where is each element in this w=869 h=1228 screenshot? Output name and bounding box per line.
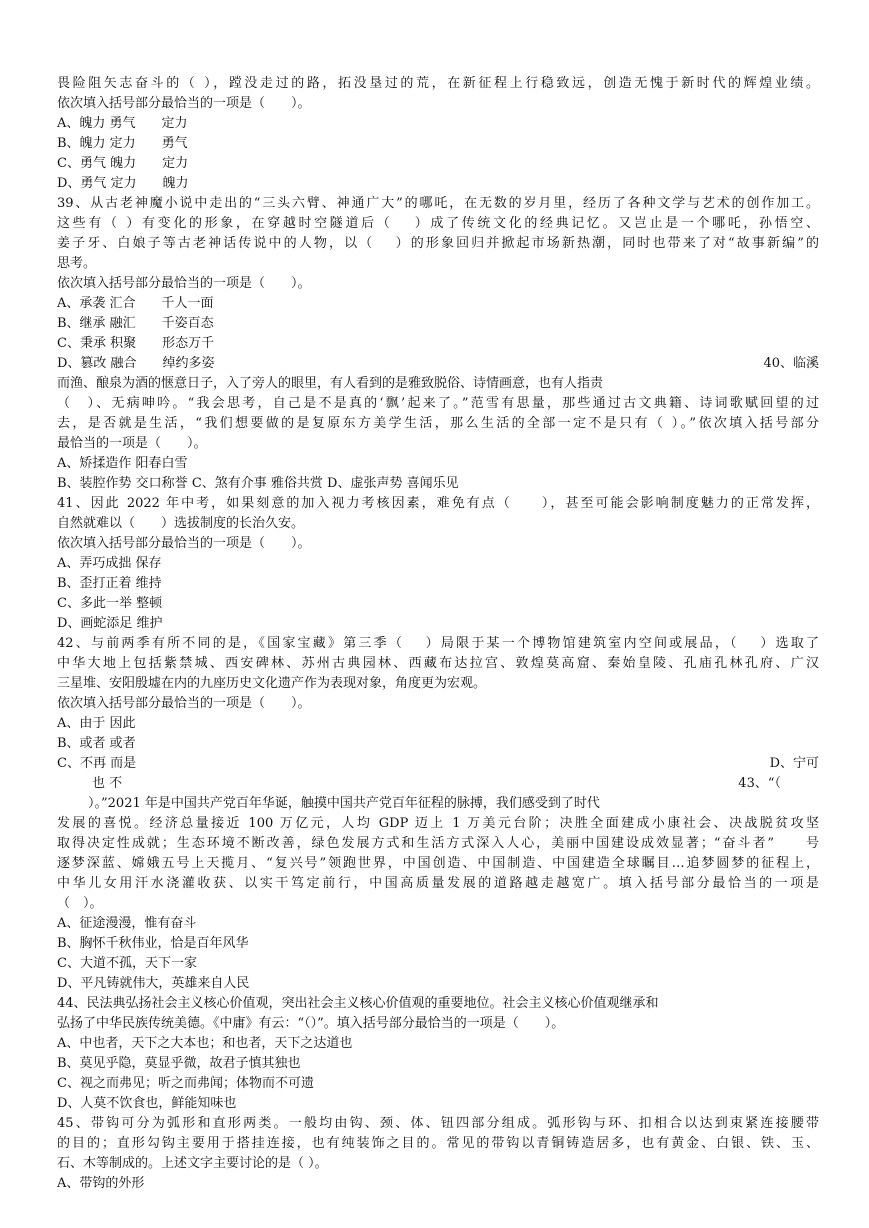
q43-option-d: D、平凡铸就伟大，英雄来自人民 bbox=[57, 976, 250, 991]
q42-stem-line1: 42、与前两季有所不同的是，《国家宝藏》第三季（ ）局限于某一个博物馆建筑室内空间或展品，（ ）选取了 bbox=[57, 636, 819, 651]
q41-stem-line1: 41、因此 2022 年中考，如果刻意的加入视力考核因素，难免有点（ ），甚至可能会影响制度魅力的正常发挥， bbox=[57, 496, 819, 511]
q43-option-c: C、大道不孤，天下一家 bbox=[57, 956, 197, 971]
q40-stem-line1: 而渔、酿泉为酒的惬意日子，入了旁人的眼里，有人看到的是雅致脱俗、诗情画意，也有人指责 bbox=[57, 376, 604, 391]
q40-stem-line3: 去，是否就是生活，“我们想要做的是复原东方美学生活，那么生活的全部一定不是只有（ ）。”依次填入括号部分 bbox=[57, 416, 819, 431]
q41-option-a: A、弄巧成拙 保存 bbox=[57, 556, 162, 571]
q43-stem-line5: 中华儿女用汗水浇灌收获、以实干笃定前行，中国高质量发展的道路越走越宽广。填入括号部分最恰当的一项是 bbox=[57, 876, 819, 891]
q39-stem-line1: 39、从古老神魔小说中走出的“三头六臂、神通广大”的哪吒，在无数的岁月里，经历了各种文学与艺术的创作加工。 bbox=[57, 196, 819, 211]
q39-stem-line3: 姜子牙、白娘子等古老神话传说中的人物，以（ ）的形象回归并掀起市场新热潮，同时也带来了对“故事新编”的 bbox=[57, 236, 819, 251]
q39-option-a: A、承袭 汇合 千人一面 bbox=[57, 296, 214, 311]
q43-stem-line6: （ ）。 bbox=[57, 896, 103, 911]
q42-prompt: 依次填入括号部分最恰当的一项是（ ）。 bbox=[57, 696, 311, 711]
q43-stem-line3: 取得决定性成就；生态环境不断改善，绿色发展方式和生活方式深入人心，美丽中国建设成效显著；“奋斗者” 号 bbox=[57, 836, 819, 851]
q44-option-c: C、视之而弗见；听之而弗闻；体物而不可遗 bbox=[57, 1076, 314, 1091]
q44-stem-line2: 弘扬了中华民族传统美德。《中庸》有云：“（）”。填入括号部分最恰当的一项是（ ）。 bbox=[57, 1016, 565, 1031]
q42-stem-line3: 三星堆、安阳殷墟在内的九座历史文化遗产作为表现对象，角度更为宏观。 bbox=[57, 676, 487, 691]
q43-stem-line4: 逐梦深蓝、嫦娥五号上天揽月、“复兴号”领跑世界，中国创造、中国制造、中国建造全球瞩目…追梦圆梦的征程上， bbox=[57, 856, 819, 871]
q45-option-a: A、带钩的外形 bbox=[57, 1176, 145, 1191]
q43-stem-line1: ）。”2021 年是中国共产党百年华诞，触摸中国共产党百年征程的脉搏，我们感受到了时代 bbox=[88, 796, 600, 811]
q41-stem-line2: 自然就难以（ ）选拔制度的长治久安。 bbox=[57, 516, 305, 531]
q44-stem-line1: 44、民法典弘扬社会主义核心价值观，突出社会主义核心价值观的重要地位。社会主义核心价值观继承和 bbox=[57, 996, 659, 1011]
q41-option-c: C、多此一举 整顿 bbox=[57, 596, 163, 611]
q39-option-c: C、秉承 积聚 形态万千 bbox=[57, 336, 215, 351]
q44-option-a: A、中也者，天下之大本也；和也者，天下之达道也 bbox=[57, 1036, 353, 1051]
q39-stem-line4: 思考。 bbox=[57, 256, 97, 271]
q43-number: 43、“（ bbox=[738, 776, 781, 791]
q39-prompt: 依次填入括号部分最恰当的一项是（ ）。 bbox=[57, 276, 311, 291]
q43-option-a: A、征途漫漫，惟有奋斗 bbox=[57, 916, 197, 931]
q42-option-a: A、由于 因此 bbox=[57, 716, 136, 731]
q38-option-a: A、魄力 勇气 定力 bbox=[57, 116, 188, 131]
q40-number: 40、临溪 bbox=[763, 356, 819, 371]
q38-stem: 畏险阻矢志奋斗的（ ），蹚没走过的路，拓没垦过的荒，在新征程上行稳致远，创造无愧于新时代的辉煌业绩。 bbox=[57, 76, 819, 91]
q38-option-c: C、勇气 魄力 定力 bbox=[57, 156, 189, 171]
q45-stem-line2: 的目的；直形勾钩主要用于搭挂连接，也有纯装饰之目的。常见的带钩以青铜铸造居多，也有黄金、白银、铁、玉、 bbox=[57, 1136, 819, 1151]
q45-stem-line3: 石、木等制成的。上述文字主要讨论的是（ ）。 bbox=[57, 1156, 328, 1171]
q42-option-c: C、不再 而是 bbox=[57, 756, 137, 771]
q41-prompt: 依次填入括号部分最恰当的一项是（ ）。 bbox=[57, 536, 311, 551]
q40-prompt: 最恰当的一项是（ ）。 bbox=[57, 436, 207, 451]
q40-options-bcd: B、装腔作势 交口称誉 C、煞有介事 雅俗共赏 D、虚张声势 喜闻乐见 bbox=[57, 476, 459, 491]
q43-stem-line2: 发展的喜悦。经济总量接近 100 万亿元，人均 GDP 迈上 1 万美元台阶；决胜全面建成小康社会、决战脱贫攻坚 bbox=[57, 816, 819, 831]
q44-option-b: B、莫见乎隐，莫显乎微，故君子慎其独也 bbox=[57, 1056, 301, 1071]
q45-stem-line1: 45、带钩可分为弧形和直形两类。一般均由钩、颈、体、钮四部分组成。弧形钩与环、扣相合以达到束紧连接腰带 bbox=[57, 1116, 819, 1131]
q42-stem-line2: 中华大地上包括紫禁城、西安碑林、苏州古典园林、西藏布达拉宫、敦煌莫高窟、秦始皇陵、孔庙孔林孔府、广汉 bbox=[57, 656, 819, 671]
q42-option-d-head: D、宁可 bbox=[769, 756, 819, 771]
q43-option-b: B、胸怀千秋伟业，恰是百年风华 bbox=[57, 936, 249, 951]
q39-option-d: D、篡改 融合 绰约多姿 bbox=[57, 356, 215, 371]
q38-option-b: B、魄力 定力 勇气 bbox=[57, 136, 188, 151]
q38-prompt: 依次填入括号部分最恰当的一项是（ ）。 bbox=[57, 96, 311, 111]
q40-option-a: A、矫揉造作 阳春白雪 bbox=[57, 456, 188, 471]
q40-stem-line2: （ ）、无病呻吟。“我会思考，自己是不是真的‘飘’起来了。”范雪有思量，那些通过古文典籍、诗词歌赋回望的过 bbox=[57, 396, 819, 411]
q44-option-d: D、人莫不饮食也，鲜能知味也 bbox=[57, 1096, 237, 1111]
q38-option-d: D、勇气 定力 魄力 bbox=[57, 176, 189, 191]
q42-option-b: B、或者 或者 bbox=[57, 736, 136, 751]
q41-option-d: D、画蛇添足 维护 bbox=[57, 616, 163, 631]
q41-option-b: B、歪打正着 维持 bbox=[57, 576, 162, 591]
q42-option-d-tail: 也 不 bbox=[92, 776, 123, 791]
q39-stem-line2: 这些有（ ）有变化的形象，在穿越时空隧道后（ ）成了传统文化的经典记忆。又岂止是一个哪吒，孙悟空、 bbox=[57, 216, 819, 231]
q39-option-b: B、继承 融汇 千姿百态 bbox=[57, 316, 214, 331]
